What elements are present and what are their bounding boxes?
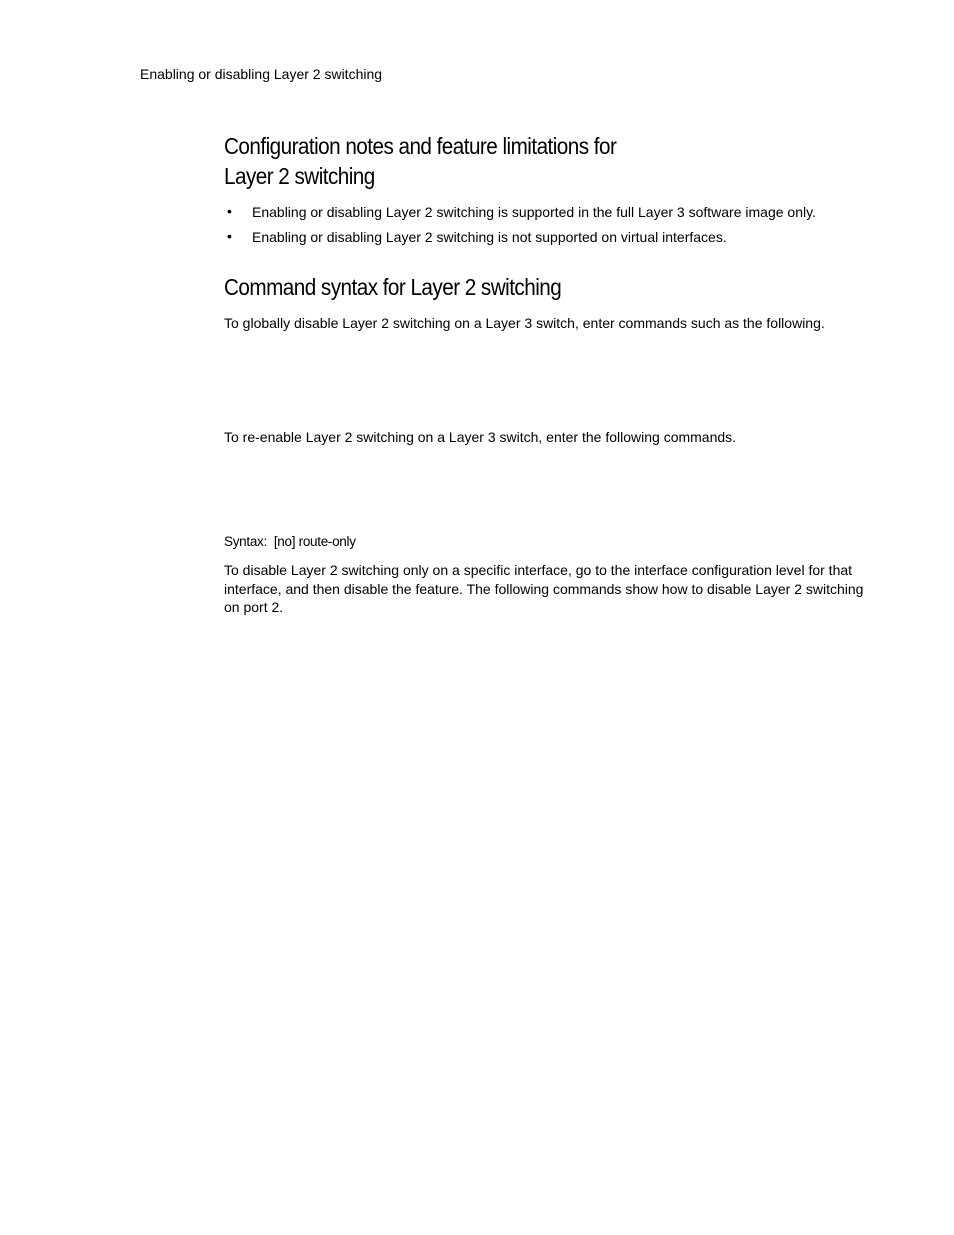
syntax-label: Syntax: [224,534,267,549]
config-notes-heading [224,131,616,191]
reenable-paragraph: To re-enable Layer 2 switching on a Layer 3 switch, enter the following commands. [224,429,737,445]
syntax-line [224,533,356,551]
syntax-command: route-only [298,534,356,549]
running-header: Enabling or disabling Layer 2 switching [140,66,383,82]
global-disable-paragraph: To globally disable Layer 2 switching on a Layer 3 switch, enter commands such as the following. [224,315,825,331]
bullet-icon: • [227,203,232,219]
list-item-text: Enabling or disabling Layer 2 switching is supported in the full Layer 3 software image only. [252,204,816,220]
limitations-list [224,203,874,253]
syntax-bracket-close: ] [291,534,296,549]
interface-disable-paragraph: To disable Layer 2 switching only on a specific interface, go to the interface configuration level for that interface, and then disable the feature. The following commands show how to disable Layer 2 switching on port 2. [224,562,864,615]
config-notes-heading-line1: Configuration notes and feature limitations for [224,133,617,159]
config-notes-heading-line2: Layer 2 switching [224,163,375,189]
list-item [224,228,874,253]
list-item [224,203,874,228]
list-item-text: Enabling or disabling Layer 2 switching is not supported on virtual interfaces. [252,229,727,245]
syntax-bracket-open: [ [273,534,278,549]
syntax-keyword-no: no [277,534,292,549]
bullet-icon: • [227,228,232,244]
command-syntax-heading: Command syntax for Layer 2 switching [224,274,562,300]
